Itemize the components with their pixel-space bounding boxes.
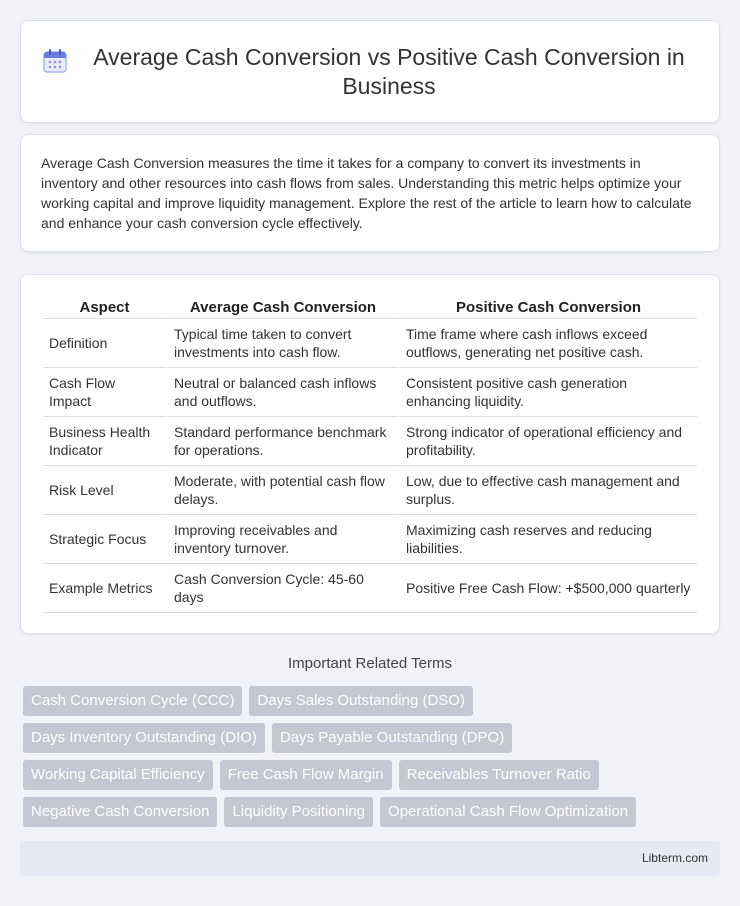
table-row bbox=[43, 319, 697, 368]
tag-row bbox=[23, 723, 723, 753]
header-card bbox=[20, 20, 720, 123]
table-row bbox=[43, 515, 697, 564]
tag-row bbox=[23, 797, 723, 827]
tag-link[interactable]: Days Payable Outstanding (DPO) bbox=[272, 723, 512, 753]
table-cell: Improving receivables and inventory turnover. bbox=[166, 515, 398, 564]
table-row bbox=[43, 466, 697, 515]
table-cell: Positive Free Cash Flow: +$500,000 quarterly bbox=[398, 564, 697, 613]
footer bbox=[20, 841, 720, 876]
table-cell-aspect: Risk Level bbox=[43, 466, 166, 515]
table-cell: Moderate, with potential cash flow delays. bbox=[166, 466, 398, 515]
table-cell: Standard performance benchmark for operations. bbox=[166, 417, 398, 466]
column-header: Aspect bbox=[43, 295, 166, 319]
comparison-table bbox=[43, 295, 697, 613]
table-cell: Maximizing cash reserves and reducing liabilities. bbox=[398, 515, 697, 564]
tag-row bbox=[23, 686, 723, 716]
table-row bbox=[43, 564, 697, 613]
related-terms bbox=[23, 686, 723, 834]
table-cell: Cash Conversion Cycle: 45-60 days bbox=[166, 564, 398, 613]
tag-link[interactable]: Liquidity Positioning bbox=[224, 797, 373, 827]
comparison-table-card bbox=[20, 274, 720, 634]
tag-link[interactable]: Cash Conversion Cycle (CCC) bbox=[23, 686, 242, 716]
table-cell-aspect: Example Metrics bbox=[43, 564, 166, 613]
table-cell-aspect: Cash Flow Impact bbox=[43, 368, 166, 417]
related-terms-title: Important Related Terms bbox=[288, 655, 452, 672]
tag-link[interactable]: Operational Cash Flow Optimization bbox=[380, 797, 636, 827]
tag-link[interactable]: Days Sales Outstanding (DSO) bbox=[249, 686, 473, 716]
table-cell: Typical time taken to convert investments into cash flow. bbox=[166, 319, 398, 368]
page-title: Average Cash Conversion vs Positive Cash Conversion in Business bbox=[93, 43, 685, 99]
table-cell: Time frame where cash inflows exceed outflows, generating net positive cash. bbox=[398, 319, 697, 368]
table-cell: Low, due to effective cash management and surplus. bbox=[398, 466, 697, 515]
header bbox=[41, 43, 699, 101]
table-row bbox=[43, 417, 697, 466]
table-cell: Strong indicator of operational efficiency and profitability. bbox=[398, 417, 697, 466]
column-header: Average Cash Conversion bbox=[166, 295, 398, 319]
table-cell: Neutral or balanced cash inflows and outflows. bbox=[166, 368, 398, 417]
column-header: Positive Cash Conversion bbox=[398, 295, 697, 319]
tag-link[interactable]: Working Capital Efficiency bbox=[23, 760, 213, 790]
intro-text: Average Cash Conversion measures the time it takes for a company to convert its investments in inventory and other resources into cash flows from sales. Understanding this metric helps optimize your working capital and improve liquidity management. Explore the rest of the article to learn how to calculate and enhance your cash conversion cycle effectively. bbox=[41, 155, 692, 231]
calendar-icon bbox=[41, 47, 69, 75]
table-row bbox=[43, 368, 697, 417]
table-cell-aspect: Business Health Indicator bbox=[43, 417, 166, 466]
tag-link[interactable]: Negative Cash Conversion bbox=[23, 797, 217, 827]
table-header-row bbox=[43, 295, 697, 319]
footer-brand-link[interactable]: Libterm.com bbox=[641, 851, 708, 865]
tag-link[interactable]: Free Cash Flow Margin bbox=[220, 760, 392, 790]
tag-row bbox=[23, 760, 723, 790]
tag-link[interactable]: Days Inventory Outstanding (DIO) bbox=[23, 723, 265, 753]
table-cell-aspect: Definition bbox=[43, 319, 166, 368]
intro-card bbox=[20, 134, 720, 252]
tag-link[interactable]: Receivables Turnover Ratio bbox=[399, 760, 599, 790]
table-cell: Consistent positive cash generation enhancing liquidity. bbox=[398, 368, 697, 417]
table-cell-aspect: Strategic Focus bbox=[43, 515, 166, 564]
